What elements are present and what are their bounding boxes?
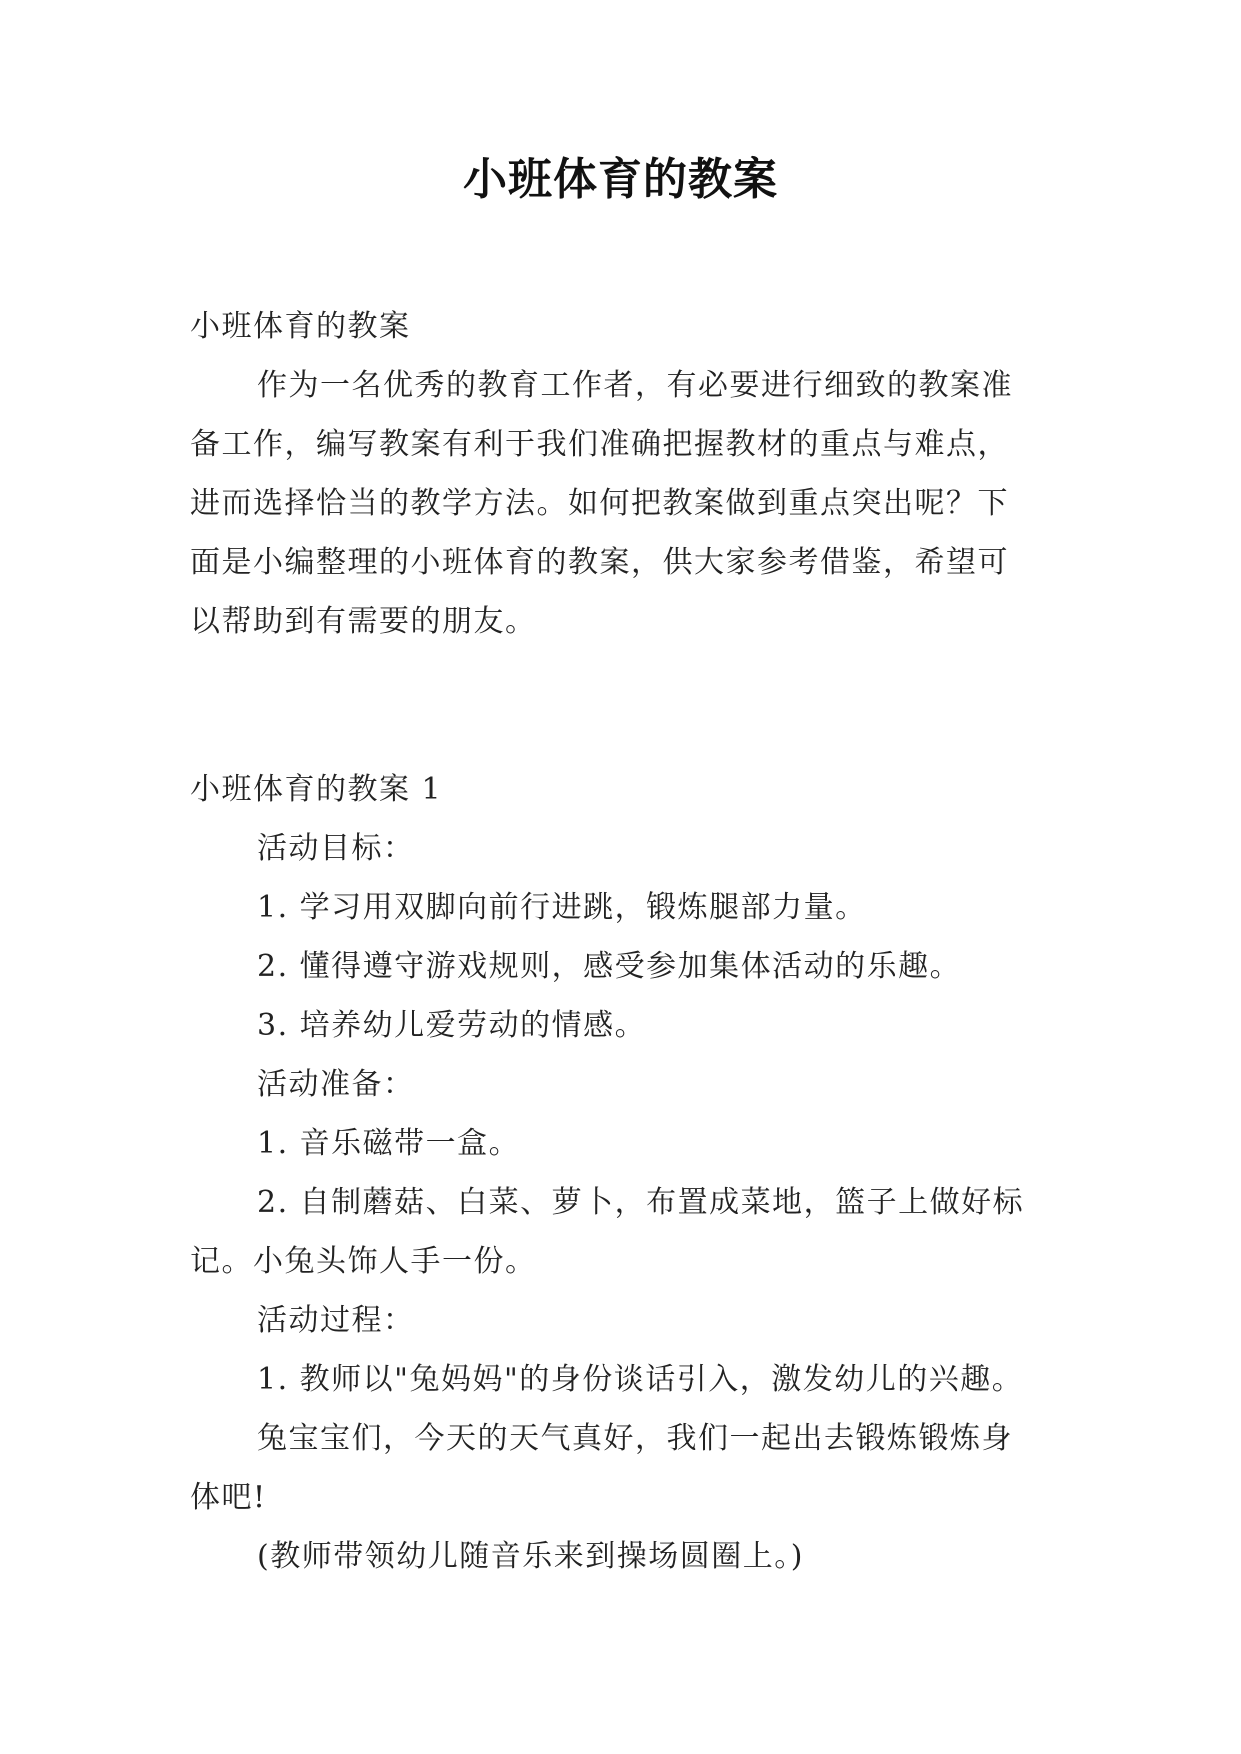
subheading-activity-preparation: 活动准备： (257, 1067, 415, 1102)
paragraph-line: 兔宝宝们，今天的天气真好，我们一起出去锻炼锻炼身 (257, 1421, 1013, 1456)
paragraph-line: 体吧! (190, 1480, 267, 1515)
section-heading: 小班体育的教案 1 (190, 772, 443, 807)
list-item: 2. 懂得遵守游戏规则，感受参加集体活动的乐趣。 (257, 949, 962, 984)
document-title: 小班体育的教案 (463, 154, 778, 205)
intro-heading: 小班体育的教案 (190, 309, 411, 344)
list-item: 3. 培养幼儿爱劳动的情感。 (257, 1008, 647, 1043)
list-item: 1. 教师以"兔妈妈"的身份谈话引入，激发幼儿的兴趣。 (257, 1362, 1024, 1397)
intro-paragraph-line: 面是小编整理的小班体育的教案，供大家参考借鉴，希望可 (190, 545, 1009, 580)
list-item: 1. 音乐磁带一盒。 (257, 1126, 521, 1161)
intro-paragraph-line: 作为一名优秀的教育工作者，有必要进行细致的教案准 (257, 368, 1013, 403)
intro-paragraph-line: 进而选择恰当的教学方法。如何把教案做到重点突出呢？下 (190, 486, 1009, 521)
list-item-continuation: 记。小兔头饰人手一份。 (190, 1244, 537, 1279)
list-item: 2. 自制蘑菇、白菜、萝卜，布置成菜地，篮子上做好标 (257, 1185, 1025, 1220)
intro-paragraph-line: 以帮助到有需要的朋友。 (190, 604, 537, 639)
intro-paragraph-line: 备工作，编写教案有利于我们准确把握教材的重点与难点， (190, 427, 1009, 462)
subheading-activity-process: 活动过程： (257, 1303, 415, 1338)
list-item: 1. 学习用双脚向前行进跳，锻炼腿部力量。 (257, 890, 867, 925)
paragraph-line: (教师带领幼儿随音乐来到操场圆圈上。) (257, 1539, 804, 1574)
subheading-activity-goals: 活动目标： (257, 831, 415, 866)
